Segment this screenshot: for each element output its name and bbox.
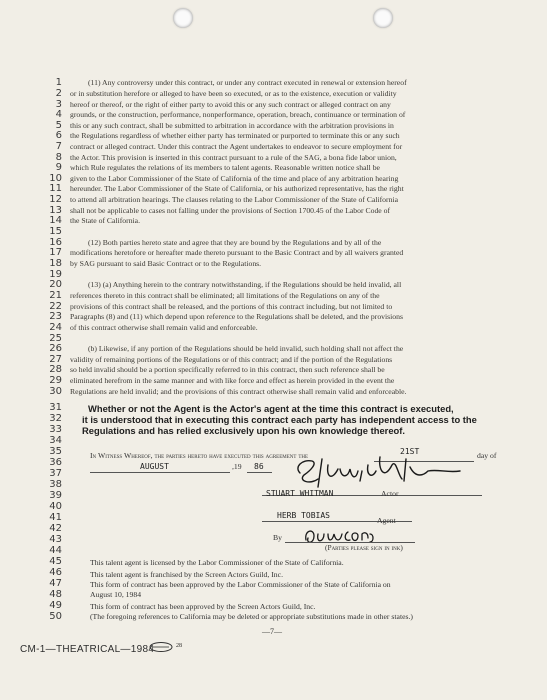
line-number: 45	[49, 556, 62, 567]
actor-label: Actor	[381, 489, 399, 498]
line-number: 32	[49, 413, 62, 424]
line-number: 9	[55, 162, 62, 173]
line-number: 23	[49, 311, 62, 322]
day-of-label: day of	[477, 451, 497, 460]
paragraph-line: modifications heretofore or hereafter made thereto pursuant to the Basic Contract and by all waivers granted	[70, 248, 404, 257]
approval-date: August 10, 1984	[90, 590, 142, 599]
paragraph-line: of this contract otherwise shall remain valid and enforceable.	[70, 323, 258, 332]
paragraph-line: hereunder. The Labor Commissioner of the State of California, or his authorized representative, has the right	[70, 184, 404, 193]
month-value: AUGUST	[140, 462, 169, 471]
line-number: 19	[49, 269, 62, 280]
union-bug-number: 28	[176, 643, 182, 649]
paragraph-line: or in substitution herefore or alleged to have been so executed, or as to the existence, execution or validity	[70, 89, 397, 98]
line-number: 38	[49, 479, 62, 490]
paragraph-line: (b) Likewise, if any portion of the Regulations should be held invalid, such holding shall not affect the	[88, 344, 404, 353]
paragraph-line: the Actor. This provision is inserted in this contract pursuant to a rule of the SAG, a bona fide labor union,	[70, 153, 397, 162]
line-number: 25	[49, 333, 62, 344]
line-number: 8	[55, 152, 62, 163]
license-note: This talent agent is licensed by the Labor Commissioner of the State of California.	[90, 558, 344, 567]
agent-label: Agent	[377, 516, 396, 525]
paragraph-line: given to the Labor Commissioner of the State of California of the time and place of any arbitration hearing	[70, 174, 399, 183]
line-number: 40	[49, 501, 62, 512]
notice-line: Regulations and has relied exclusively upon his own knowledge thereof.	[82, 425, 405, 436]
line-number: 1	[55, 77, 62, 88]
paragraph-line: so held invalid should be a portion specifically referred to in this contract, then such reference shall be	[70, 365, 385, 374]
paragraph-line: references thereto in this contract shall be eliminated; all limitations of the Regulations on any of the	[70, 291, 380, 300]
union-bug-icon	[148, 641, 174, 653]
states-note: (The foregoing references to California may be deleted or appropriate substitutions made in other states.)	[90, 612, 413, 621]
year-value: 86	[254, 462, 264, 471]
line-number: 10	[49, 173, 62, 184]
line-number: 22	[49, 301, 62, 312]
actor-signature	[288, 445, 488, 495]
paragraph-line: hereof or thereof, or the right of either party to avoid this or any such contract or alleged contract on any	[70, 100, 391, 109]
line-number: 15	[49, 226, 62, 237]
day-value: 21ST	[400, 447, 420, 456]
paragraph-line: provisions of this contract shall be released, and the portions of this contract including, but not limited to	[70, 302, 393, 311]
by-label: By	[273, 533, 282, 542]
line-number: 6	[55, 130, 62, 141]
paragraph-line: (13) (a) Anything herein to the contrary notwithstanding, if the Regulations should be held invalid, all	[88, 280, 402, 289]
paragraph-line: the State of California.	[70, 216, 141, 225]
line-number: 43	[49, 534, 62, 545]
line-number: 26	[49, 343, 62, 354]
line-number: 13	[49, 205, 62, 216]
line-number: 33	[49, 424, 62, 435]
paragraph-line: by SAG pursuant to said Basic Contract or to the Regulations.	[70, 259, 262, 268]
paragraph-line: eliminated herefrom in the same manner and with like force and effect as herein provided in the event the	[70, 376, 395, 385]
line-number: 21	[49, 290, 62, 301]
line-number: 29	[49, 375, 62, 386]
paragraph-line: Paragraphs (8) and (11) which depend upon reference to the Regulations shall be deleted, and the provisions	[70, 312, 403, 321]
line-number: 31	[49, 402, 62, 413]
paragraph-line: (11) Any controversy under this contract, or under any contract executed in renewal or extension hereof	[88, 78, 407, 87]
line-number: 17	[49, 247, 62, 258]
notice-line: Whether or not the Agent is the Actor's agent at the time this contract is executed,	[88, 403, 454, 414]
paragraph-line: the Regulations regardless of whether either party has terminated or purported to terminate this or any such	[70, 131, 400, 140]
line-number: 14	[49, 215, 62, 226]
line-number: 46	[49, 567, 62, 578]
punch-hole	[173, 8, 193, 28]
line-number: 41	[49, 512, 62, 523]
witness-clause: In Witness Whereof, the parties hereto have executed this agreement the	[90, 451, 309, 460]
form-id: CM-1—THEATRICAL—1984	[20, 644, 155, 655]
line-number: 11	[49, 183, 62, 194]
line-number: 16	[49, 237, 62, 248]
paragraph-line: this or any such contract, shall be submitted to arbitration in accordance with the arbitration provisions in	[70, 121, 394, 130]
line-number: 3	[55, 99, 62, 110]
year-prefix: ,19	[232, 462, 242, 471]
line-number: 35	[49, 446, 62, 457]
line-number: 12	[49, 194, 62, 205]
line-number: 5	[55, 120, 62, 131]
line-number: 42	[49, 523, 62, 534]
line-number: 18	[49, 258, 62, 269]
line-number: 30	[49, 386, 62, 397]
paragraph-line: to attend all arbitration hearings. The clauses relating to the Labor Commissioner of the State of California	[70, 195, 398, 204]
agent-name: HERB TOBIAS	[277, 511, 330, 520]
line-number: 28	[49, 364, 62, 375]
line-number: 27	[49, 354, 62, 365]
paragraph-line: contract or alleged contract. Under this contract the Agent undertakes to endeavor to secure employment for	[70, 142, 403, 151]
paragraph-line: grounds, or the construction, performance, nonperformance, operation, breach, continuance or termination of	[70, 110, 406, 119]
line-number: 47	[49, 578, 62, 589]
line-number: 7	[55, 141, 62, 152]
page-number: —7—	[262, 627, 282, 636]
line-number: 36	[49, 457, 62, 468]
year-blank	[247, 472, 272, 473]
paragraph-line: which Rule regulates the relations of its members to talent agents. Reasonable written notice shall be	[70, 163, 380, 172]
line-number: 2	[55, 88, 62, 99]
paragraph-line: Regulations are held invalid; and the provisions of this contract otherwise shall remain valid and enforceable.	[70, 387, 407, 396]
line-number: 49	[49, 600, 62, 611]
actor-name: STUART WHITMAN	[266, 489, 334, 498]
sag-approval-note: This form of contract has been approved by the Screen Actors Guild, Inc.	[90, 602, 316, 611]
approval-note: This form of contract has been approved by the Labor Commissioner of the State of California on	[90, 580, 391, 589]
paragraph-line: validity of remaining portions of the Regulations or of this contract; and if the portion of the Regulations	[70, 355, 393, 364]
line-number: 44	[49, 545, 62, 556]
paragraph-line: shall not be applicable to cases not falling under the provisions of Section 1700.45 of the Labor Code of	[70, 206, 391, 215]
line-number: 39	[49, 490, 62, 501]
month-blank	[90, 472, 230, 473]
line-number: 50	[49, 611, 62, 622]
franchise-note: This talent agent is franchised by the Screen Actors Guild, Inc.	[90, 570, 283, 579]
line-number: 34	[49, 435, 62, 446]
sign-in-ink-note: (Parties please sign in ink)	[325, 543, 403, 552]
line-number: 4	[55, 109, 62, 120]
line-number: 37	[49, 468, 62, 479]
punch-hole	[373, 8, 393, 28]
notice-line: it is understood that in executing this contract each party has independent access to the	[82, 414, 477, 425]
paragraph-line: (12) Both parties hereto state and agree that they are bound by the Regulations and by all of the	[88, 238, 382, 247]
line-number: 48	[49, 589, 62, 600]
line-number: 20	[49, 279, 62, 290]
line-number: 24	[49, 322, 62, 333]
